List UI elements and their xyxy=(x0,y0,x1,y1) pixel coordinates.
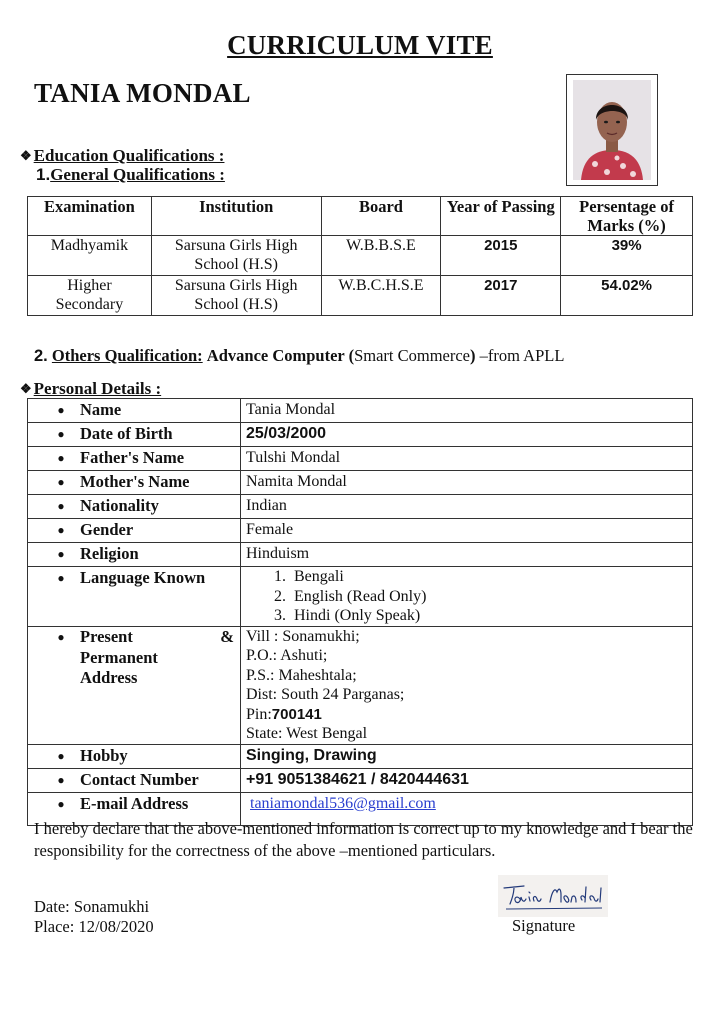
hobby-label: Hobby xyxy=(80,745,128,765)
diamond-bullet-icon: ❖ xyxy=(20,148,32,163)
table-row xyxy=(28,471,693,495)
personal-heading-label: Personal Details : xyxy=(33,379,162,398)
education-table xyxy=(27,196,693,316)
table-row xyxy=(28,768,693,792)
column-header: Examination xyxy=(28,197,152,236)
signature-image xyxy=(498,875,608,917)
year-cell: 2017 xyxy=(441,276,561,316)
table-header-row xyxy=(28,197,693,236)
pin-value: 700141 xyxy=(271,705,322,723)
percent-cell: 54.02% xyxy=(561,276,693,316)
signature-caption: Signature xyxy=(512,916,576,935)
column-header: Year of Passing xyxy=(441,197,561,236)
list-item: 3. Hindi (Only Speak) xyxy=(290,606,686,626)
table-row xyxy=(28,495,693,519)
bullet-icon: ● xyxy=(57,748,65,763)
address-line: P.O.: Ashuti; xyxy=(246,647,328,664)
bullet-icon: ● xyxy=(57,499,65,513)
table-row xyxy=(28,276,693,316)
bullet-icon: ● xyxy=(57,571,65,585)
board-cell: W.B.C.H.S.E xyxy=(321,276,441,316)
column-header: Board xyxy=(321,197,441,236)
bullet-icon: ● xyxy=(57,547,65,561)
address-label-2: Permanent xyxy=(80,648,158,667)
language-value xyxy=(241,567,693,627)
education-heading-label: Education Qualifications : xyxy=(33,146,225,165)
address-amp: & xyxy=(220,626,234,646)
table-row xyxy=(28,626,693,744)
others-value-normal: Smart Commerce xyxy=(354,346,471,365)
personal-details-heading xyxy=(20,379,161,399)
bullet-icon: ● xyxy=(57,451,65,465)
list-item: 1. Bengali xyxy=(290,567,686,587)
list-item: 2. English (Read Only) xyxy=(290,587,686,607)
portrait-image xyxy=(573,80,651,180)
general-qualifications-heading xyxy=(36,165,225,185)
column-header: Institution xyxy=(151,197,321,236)
state-line: State: West Bengal xyxy=(246,725,368,742)
bullet-icon: ● xyxy=(57,772,65,787)
board-cell: W.B.B.S.E xyxy=(321,236,441,276)
mother-value: Namita Mondal xyxy=(241,471,693,495)
mother-label: Mother's Name xyxy=(80,472,190,491)
column-header: Persentage of Marks (%) xyxy=(561,197,693,236)
pin-label: Pin: xyxy=(246,705,272,723)
others-qualification xyxy=(34,346,564,366)
date-place-block xyxy=(34,897,154,937)
exam-cell: Higher Secondary xyxy=(28,276,152,316)
name-label: Name xyxy=(80,400,122,419)
percent-cell: 39% xyxy=(561,236,693,276)
document-title: CURRICULUM VITE xyxy=(227,30,493,60)
bullet-icon: ● xyxy=(57,796,65,811)
nationality-value: Indian xyxy=(241,495,693,519)
exam-cell: Madhyamik xyxy=(28,236,152,276)
gender-value: Female xyxy=(241,519,693,543)
table-row xyxy=(28,744,693,768)
contact-value: +91 9051384621 / 8420444631 xyxy=(241,768,693,792)
father-label: Father's Name xyxy=(80,448,185,467)
father-value: Tulshi Mondal xyxy=(241,447,693,471)
bullet-icon: ● xyxy=(57,427,65,441)
address-label-3: Address xyxy=(80,667,138,687)
religion-label: Religion xyxy=(80,544,139,563)
language-label: Language Known xyxy=(80,568,206,587)
place-line: Place: 12/08/2020 xyxy=(34,917,154,936)
name-value: Tania Mondal xyxy=(241,399,693,423)
general-heading-label: General Qualifications : xyxy=(50,165,225,184)
year-cell: 2015 xyxy=(441,236,561,276)
diamond-bullet-icon: ❖ xyxy=(20,381,32,396)
language-list xyxy=(246,567,686,626)
others-number: 2. xyxy=(34,347,48,365)
bullet-icon: ● xyxy=(57,629,65,644)
pin-line xyxy=(246,705,686,725)
table-row xyxy=(28,519,693,543)
institution-cell: Sarsuna Girls High School (H.S) xyxy=(151,276,321,316)
nationality-label: Nationality xyxy=(80,496,159,515)
table-row xyxy=(28,423,693,447)
bullet-icon: ● xyxy=(57,475,65,489)
others-label: Others Qualification: xyxy=(51,346,203,365)
education-heading xyxy=(20,146,224,166)
table-row xyxy=(28,543,693,567)
others-value-tail: –from APLL xyxy=(475,346,565,365)
address-line: Dist: South 24 Parganas; xyxy=(246,686,405,703)
hobby-value: Singing, Drawing xyxy=(241,744,693,768)
candidate-name: TANIA MONDAL xyxy=(34,78,251,108)
gender-label: Gender xyxy=(80,520,134,539)
table-row xyxy=(28,447,693,471)
profile-photo xyxy=(566,74,658,186)
personal-details-table xyxy=(27,398,693,826)
dob-value: 25/03/2000 xyxy=(241,423,693,447)
dob-label: Date of Birth xyxy=(80,424,173,443)
table-row xyxy=(28,399,693,423)
contact-label: Contact Number xyxy=(80,769,199,789)
address-line: P.S.: Maheshtala; xyxy=(246,666,357,684)
others-value-bold: Advance Computer ( xyxy=(206,346,355,365)
date-line: Date: Sonamukhi xyxy=(34,897,150,916)
address-label-1: Present xyxy=(80,626,133,646)
table-row xyxy=(28,236,693,276)
bullet-icon: ● xyxy=(57,403,65,417)
bullet-icon: ● xyxy=(57,523,65,537)
religion-value: Hinduism xyxy=(241,543,693,567)
table-row xyxy=(28,567,693,627)
institution-cell: Sarsuna Girls High School (H.S) xyxy=(151,236,321,276)
general-number: 1. xyxy=(36,165,51,184)
others-value-bold2: ) xyxy=(470,346,476,365)
email-label: E-mail Address xyxy=(80,793,189,813)
address-line: Vill : Sonamukhi; xyxy=(246,627,360,645)
email-link[interactable]: taniamondal536@gmail.com xyxy=(250,794,436,812)
declaration-text: I hereby declare that the above-mentioned information is correct up to my knowledge and I bear the responsibility for the correctness of the above –mentioned particulars. xyxy=(34,819,693,860)
address-value xyxy=(241,626,693,744)
